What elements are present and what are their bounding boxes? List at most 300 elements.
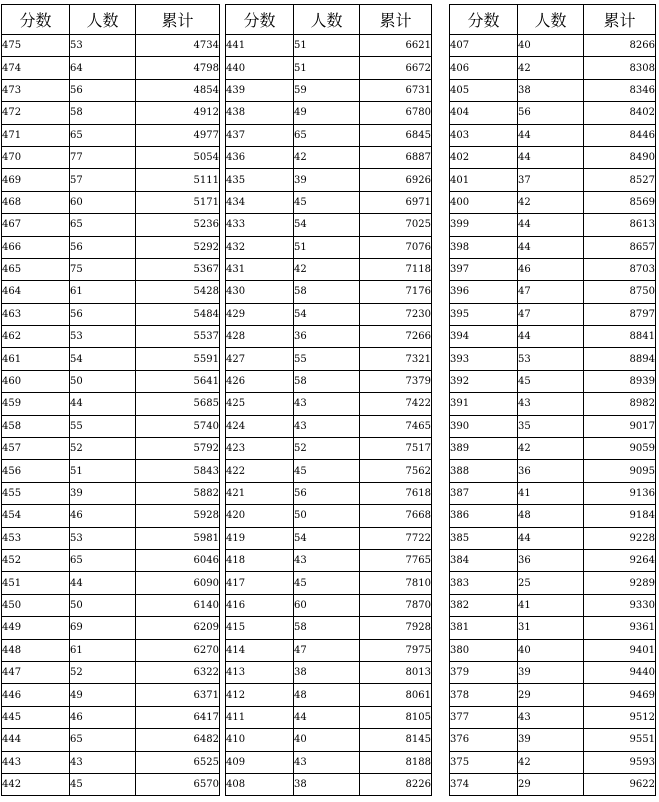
count-cell: 65 — [70, 729, 136, 751]
table-row — [450, 57, 656, 79]
cumulative-cell: 6417 — [136, 706, 220, 728]
score-cell: 466 — [2, 236, 70, 258]
count-cell: 45 — [294, 460, 360, 482]
cumulative-cell: 9469 — [584, 684, 656, 706]
table-row — [450, 124, 656, 146]
table-row — [450, 214, 656, 236]
cumulative-cell: 8527 — [584, 169, 656, 191]
table-row — [450, 773, 656, 795]
score-cell: 388 — [450, 460, 518, 482]
score-table-2 — [225, 4, 432, 796]
score-cell: 382 — [450, 594, 518, 616]
score-cell: 399 — [450, 214, 518, 236]
count-cell: 39 — [518, 661, 584, 683]
table-row — [2, 549, 220, 571]
score-cell: 414 — [226, 639, 294, 661]
cumulative-cell: 9512 — [584, 706, 656, 728]
score-cell: 398 — [450, 236, 518, 258]
table-row — [226, 281, 432, 303]
score-cell: 406 — [450, 57, 518, 79]
score-cell: 374 — [450, 773, 518, 795]
count-cell: 56 — [70, 236, 136, 258]
count-cell: 29 — [518, 773, 584, 795]
score-cell: 381 — [450, 617, 518, 639]
table-row — [450, 303, 656, 325]
table-row — [450, 281, 656, 303]
score-cell: 433 — [226, 214, 294, 236]
cumulative-cell: 7025 — [360, 214, 432, 236]
score-cell: 430 — [226, 281, 294, 303]
cumulative-cell: 5882 — [136, 482, 220, 504]
cumulative-cell: 5111 — [136, 169, 220, 191]
cumulative-cell: 5484 — [136, 303, 220, 325]
count-cell: 54 — [70, 348, 136, 370]
table-row — [450, 370, 656, 392]
cumulative-cell: 6621 — [360, 35, 432, 57]
count-cell: 56 — [70, 79, 136, 101]
score-cell: 426 — [226, 370, 294, 392]
count-cell: 50 — [70, 370, 136, 392]
table-row — [226, 751, 432, 773]
score-cell: 432 — [226, 236, 294, 258]
score-cell: 402 — [450, 146, 518, 168]
table-row — [226, 729, 432, 751]
cumulative-cell: 5591 — [136, 348, 220, 370]
score-cell: 420 — [226, 505, 294, 527]
table-row — [2, 460, 220, 482]
table-row — [450, 79, 656, 101]
cumulative-cell: 7668 — [360, 505, 432, 527]
cumulative-cell: 7230 — [360, 303, 432, 325]
cumulative-cell: 9361 — [584, 617, 656, 639]
count-cell: 38 — [518, 79, 584, 101]
cumulative-cell: 9184 — [584, 505, 656, 527]
table-row — [2, 236, 220, 258]
table-row — [226, 191, 432, 213]
count-cell: 58 — [70, 102, 136, 124]
cumulative-cell: 7379 — [360, 370, 432, 392]
table-row — [2, 773, 220, 795]
cumulative-cell: 5641 — [136, 370, 220, 392]
score-cell: 436 — [226, 146, 294, 168]
score-cell: 392 — [450, 370, 518, 392]
header-score: 分数 — [450, 5, 518, 35]
table-row — [226, 370, 432, 392]
cumulative-cell: 8145 — [360, 729, 432, 751]
score-cell: 397 — [450, 258, 518, 280]
table-row — [226, 236, 432, 258]
count-cell: 29 — [518, 684, 584, 706]
count-cell: 36 — [294, 326, 360, 348]
score-cell: 439 — [226, 79, 294, 101]
table-row — [2, 572, 220, 594]
count-cell: 39 — [518, 729, 584, 751]
table-row — [450, 684, 656, 706]
cumulative-cell: 8188 — [360, 751, 432, 773]
table-row — [450, 527, 656, 549]
cumulative-cell: 9059 — [584, 438, 656, 460]
count-cell: 58 — [294, 281, 360, 303]
count-cell: 52 — [70, 438, 136, 460]
table-row — [226, 102, 432, 124]
table-row — [2, 169, 220, 191]
table-row — [2, 57, 220, 79]
score-cell: 376 — [450, 729, 518, 751]
table-row — [450, 639, 656, 661]
cumulative-cell: 8490 — [584, 146, 656, 168]
score-cell: 456 — [2, 460, 70, 482]
table-row — [226, 57, 432, 79]
table-row — [2, 281, 220, 303]
count-cell: 40 — [294, 729, 360, 751]
count-cell: 75 — [70, 258, 136, 280]
table-row — [2, 348, 220, 370]
count-cell: 47 — [518, 281, 584, 303]
table-row — [450, 258, 656, 280]
cumulative-cell: 7562 — [360, 460, 432, 482]
count-cell: 31 — [518, 617, 584, 639]
count-cell: 38 — [294, 773, 360, 795]
score-cell: 468 — [2, 191, 70, 213]
count-cell: 40 — [518, 35, 584, 57]
table-row — [226, 549, 432, 571]
score-cell: 438 — [226, 102, 294, 124]
cumulative-cell: 6322 — [136, 661, 220, 683]
cumulative-cell: 6672 — [360, 57, 432, 79]
cumulative-cell: 9136 — [584, 482, 656, 504]
count-cell: 44 — [518, 146, 584, 168]
table-row — [226, 572, 432, 594]
score-cell: 415 — [226, 617, 294, 639]
score-cell: 410 — [226, 729, 294, 751]
count-cell: 42 — [518, 57, 584, 79]
cumulative-cell: 8894 — [584, 348, 656, 370]
count-cell: 51 — [294, 236, 360, 258]
score-cell: 455 — [2, 482, 70, 504]
count-cell: 41 — [518, 482, 584, 504]
cumulative-cell: 6482 — [136, 729, 220, 751]
cumulative-cell: 7118 — [360, 258, 432, 280]
table-row — [226, 35, 432, 57]
score-cell: 445 — [2, 706, 70, 728]
count-cell: 45 — [518, 370, 584, 392]
score-cell: 441 — [226, 35, 294, 57]
table-row — [450, 460, 656, 482]
cumulative-cell: 5054 — [136, 146, 220, 168]
count-cell: 41 — [518, 594, 584, 616]
score-cell: 472 — [2, 102, 70, 124]
cumulative-cell: 7076 — [360, 236, 432, 258]
table-row — [226, 326, 432, 348]
score-cell: 421 — [226, 482, 294, 504]
count-cell: 36 — [518, 460, 584, 482]
score-cell: 428 — [226, 326, 294, 348]
cumulative-cell: 8982 — [584, 393, 656, 415]
score-cell: 411 — [226, 706, 294, 728]
score-cell: 409 — [226, 751, 294, 773]
score-cell: 387 — [450, 482, 518, 504]
cumulative-cell: 7465 — [360, 415, 432, 437]
count-cell: 45 — [70, 773, 136, 795]
count-cell: 44 — [70, 393, 136, 415]
cumulative-cell: 5537 — [136, 326, 220, 348]
count-cell: 77 — [70, 146, 136, 168]
count-cell: 60 — [70, 191, 136, 213]
cumulative-cell: 8613 — [584, 214, 656, 236]
table-row — [2, 370, 220, 392]
score-table-3 — [449, 4, 656, 796]
cumulative-cell: 8402 — [584, 102, 656, 124]
table-row — [226, 527, 432, 549]
score-cell: 424 — [226, 415, 294, 437]
table-row — [450, 415, 656, 437]
count-cell: 55 — [70, 415, 136, 437]
score-cell: 401 — [450, 169, 518, 191]
count-cell: 52 — [294, 438, 360, 460]
table-row — [2, 482, 220, 504]
score-cell: 461 — [2, 348, 70, 370]
score-cell: 396 — [450, 281, 518, 303]
table-row — [450, 393, 656, 415]
cumulative-cell: 8346 — [584, 79, 656, 101]
cumulative-cell: 8797 — [584, 303, 656, 325]
count-cell: 65 — [70, 549, 136, 571]
cumulative-cell: 6926 — [360, 169, 432, 191]
cumulative-cell: 7618 — [360, 482, 432, 504]
count-cell: 44 — [70, 572, 136, 594]
cumulative-cell: 8569 — [584, 191, 656, 213]
table-row — [226, 348, 432, 370]
header-count: 人数 — [518, 5, 584, 35]
table-row — [226, 415, 432, 437]
cumulative-cell: 5843 — [136, 460, 220, 482]
score-cell: 380 — [450, 639, 518, 661]
cumulative-cell: 8061 — [360, 684, 432, 706]
table-row — [2, 258, 220, 280]
table-row — [450, 572, 656, 594]
table-row — [450, 617, 656, 639]
table-row — [2, 594, 220, 616]
count-cell: 42 — [294, 258, 360, 280]
score-cell: 385 — [450, 527, 518, 549]
count-cell: 44 — [518, 214, 584, 236]
count-cell: 46 — [70, 505, 136, 527]
score-cell: 473 — [2, 79, 70, 101]
cumulative-cell: 7765 — [360, 549, 432, 571]
table-row — [226, 303, 432, 325]
header-cumulative: 累计 — [136, 5, 220, 35]
score-cell: 377 — [450, 706, 518, 728]
header-cumulative: 累计 — [360, 5, 432, 35]
header-score: 分数 — [2, 5, 70, 35]
table-row — [2, 527, 220, 549]
count-cell: 59 — [294, 79, 360, 101]
score-cell: 450 — [2, 594, 70, 616]
cumulative-cell: 7321 — [360, 348, 432, 370]
cumulative-cell: 8013 — [360, 661, 432, 683]
score-cell: 379 — [450, 661, 518, 683]
cumulative-cell: 7975 — [360, 639, 432, 661]
cumulative-cell: 8105 — [360, 706, 432, 728]
cumulative-cell: 4977 — [136, 124, 220, 146]
table-row — [2, 617, 220, 639]
cumulative-cell: 9264 — [584, 549, 656, 571]
table-row — [226, 169, 432, 191]
table-row — [2, 661, 220, 683]
count-cell: 44 — [294, 706, 360, 728]
cumulative-cell: 9401 — [584, 639, 656, 661]
cumulative-cell: 7517 — [360, 438, 432, 460]
cumulative-cell: 8657 — [584, 236, 656, 258]
score-cell: 393 — [450, 348, 518, 370]
count-cell: 53 — [70, 35, 136, 57]
score-cell: 405 — [450, 79, 518, 101]
count-cell: 51 — [70, 460, 136, 482]
score-cell: 434 — [226, 191, 294, 213]
score-cell: 453 — [2, 527, 70, 549]
table-row — [226, 124, 432, 146]
score-cell: 375 — [450, 751, 518, 773]
table-row — [226, 460, 432, 482]
count-cell: 43 — [294, 751, 360, 773]
score-cell: 459 — [2, 393, 70, 415]
count-cell: 58 — [294, 370, 360, 392]
cumulative-cell: 6570 — [136, 773, 220, 795]
score-cell: 467 — [2, 214, 70, 236]
table-row — [2, 639, 220, 661]
cumulative-cell: 9095 — [584, 460, 656, 482]
cumulative-cell: 4912 — [136, 102, 220, 124]
count-cell: 53 — [70, 326, 136, 348]
score-cell: 440 — [226, 57, 294, 79]
table-row — [450, 326, 656, 348]
header-count: 人数 — [294, 5, 360, 35]
table-row — [226, 438, 432, 460]
cumulative-cell: 9017 — [584, 415, 656, 437]
score-cell: 457 — [2, 438, 70, 460]
table-row — [450, 594, 656, 616]
count-cell: 50 — [70, 594, 136, 616]
cumulative-cell: 7928 — [360, 617, 432, 639]
count-cell: 54 — [294, 214, 360, 236]
score-cell: 475 — [2, 35, 70, 57]
table-row — [226, 393, 432, 415]
table-row — [226, 594, 432, 616]
score-cell: 403 — [450, 124, 518, 146]
cumulative-cell: 9228 — [584, 527, 656, 549]
score-cell: 395 — [450, 303, 518, 325]
count-cell: 38 — [294, 661, 360, 683]
count-cell: 45 — [294, 572, 360, 594]
table-row — [450, 729, 656, 751]
score-cell: 404 — [450, 102, 518, 124]
cumulative-cell: 5981 — [136, 527, 220, 549]
score-cell: 446 — [2, 684, 70, 706]
count-cell: 56 — [294, 482, 360, 504]
cumulative-cell: 7870 — [360, 594, 432, 616]
count-cell: 61 — [70, 281, 136, 303]
score-cell: 394 — [450, 326, 518, 348]
count-cell: 48 — [294, 684, 360, 706]
score-cell: 422 — [226, 460, 294, 482]
table-row — [450, 751, 656, 773]
score-cell: 471 — [2, 124, 70, 146]
table-row — [226, 617, 432, 639]
table-row — [226, 706, 432, 728]
count-cell: 47 — [518, 303, 584, 325]
cumulative-cell: 9440 — [584, 661, 656, 683]
count-cell: 43 — [518, 706, 584, 728]
count-cell: 44 — [518, 326, 584, 348]
cumulative-cell: 8750 — [584, 281, 656, 303]
score-cell: 444 — [2, 729, 70, 751]
score-cell: 443 — [2, 751, 70, 773]
score-cell: 452 — [2, 549, 70, 571]
cumulative-cell: 6525 — [136, 751, 220, 773]
cumulative-cell: 4854 — [136, 79, 220, 101]
cumulative-cell: 9593 — [584, 751, 656, 773]
score-cell: 386 — [450, 505, 518, 527]
table-row — [450, 236, 656, 258]
header-row — [2, 5, 220, 35]
header-row — [226, 5, 432, 35]
table-row — [450, 191, 656, 213]
cumulative-cell: 5740 — [136, 415, 220, 437]
table-row — [226, 146, 432, 168]
count-cell: 54 — [294, 303, 360, 325]
cumulative-cell: 7810 — [360, 572, 432, 594]
count-cell: 49 — [70, 684, 136, 706]
count-cell: 44 — [518, 527, 584, 549]
score-cell: 418 — [226, 549, 294, 571]
score-cell: 419 — [226, 527, 294, 549]
score-cell: 454 — [2, 505, 70, 527]
table-row — [2, 214, 220, 236]
cumulative-cell: 9289 — [584, 572, 656, 594]
score-cell: 413 — [226, 661, 294, 683]
count-cell: 43 — [294, 549, 360, 571]
table-row — [450, 102, 656, 124]
score-cell: 469 — [2, 169, 70, 191]
cumulative-cell: 8841 — [584, 326, 656, 348]
count-cell: 43 — [518, 393, 584, 415]
score-cell: 425 — [226, 393, 294, 415]
table-row — [2, 751, 220, 773]
table-body — [226, 35, 432, 796]
count-cell: 49 — [294, 102, 360, 124]
score-cell: 391 — [450, 393, 518, 415]
count-cell: 39 — [294, 169, 360, 191]
table-row — [450, 505, 656, 527]
score-cell: 448 — [2, 639, 70, 661]
score-cell: 390 — [450, 415, 518, 437]
table-row — [226, 639, 432, 661]
count-cell: 42 — [518, 438, 584, 460]
cumulative-cell: 7722 — [360, 527, 432, 549]
table-row — [2, 706, 220, 728]
cumulative-cell: 4734 — [136, 35, 220, 57]
count-cell: 61 — [70, 639, 136, 661]
table-row — [226, 773, 432, 795]
cumulative-cell: 9551 — [584, 729, 656, 751]
cumulative-cell: 5171 — [136, 191, 220, 213]
count-cell: 50 — [294, 505, 360, 527]
cumulative-cell: 6090 — [136, 572, 220, 594]
score-cell: 408 — [226, 773, 294, 795]
count-cell: 46 — [70, 706, 136, 728]
count-cell: 39 — [70, 482, 136, 504]
table-row — [450, 438, 656, 460]
